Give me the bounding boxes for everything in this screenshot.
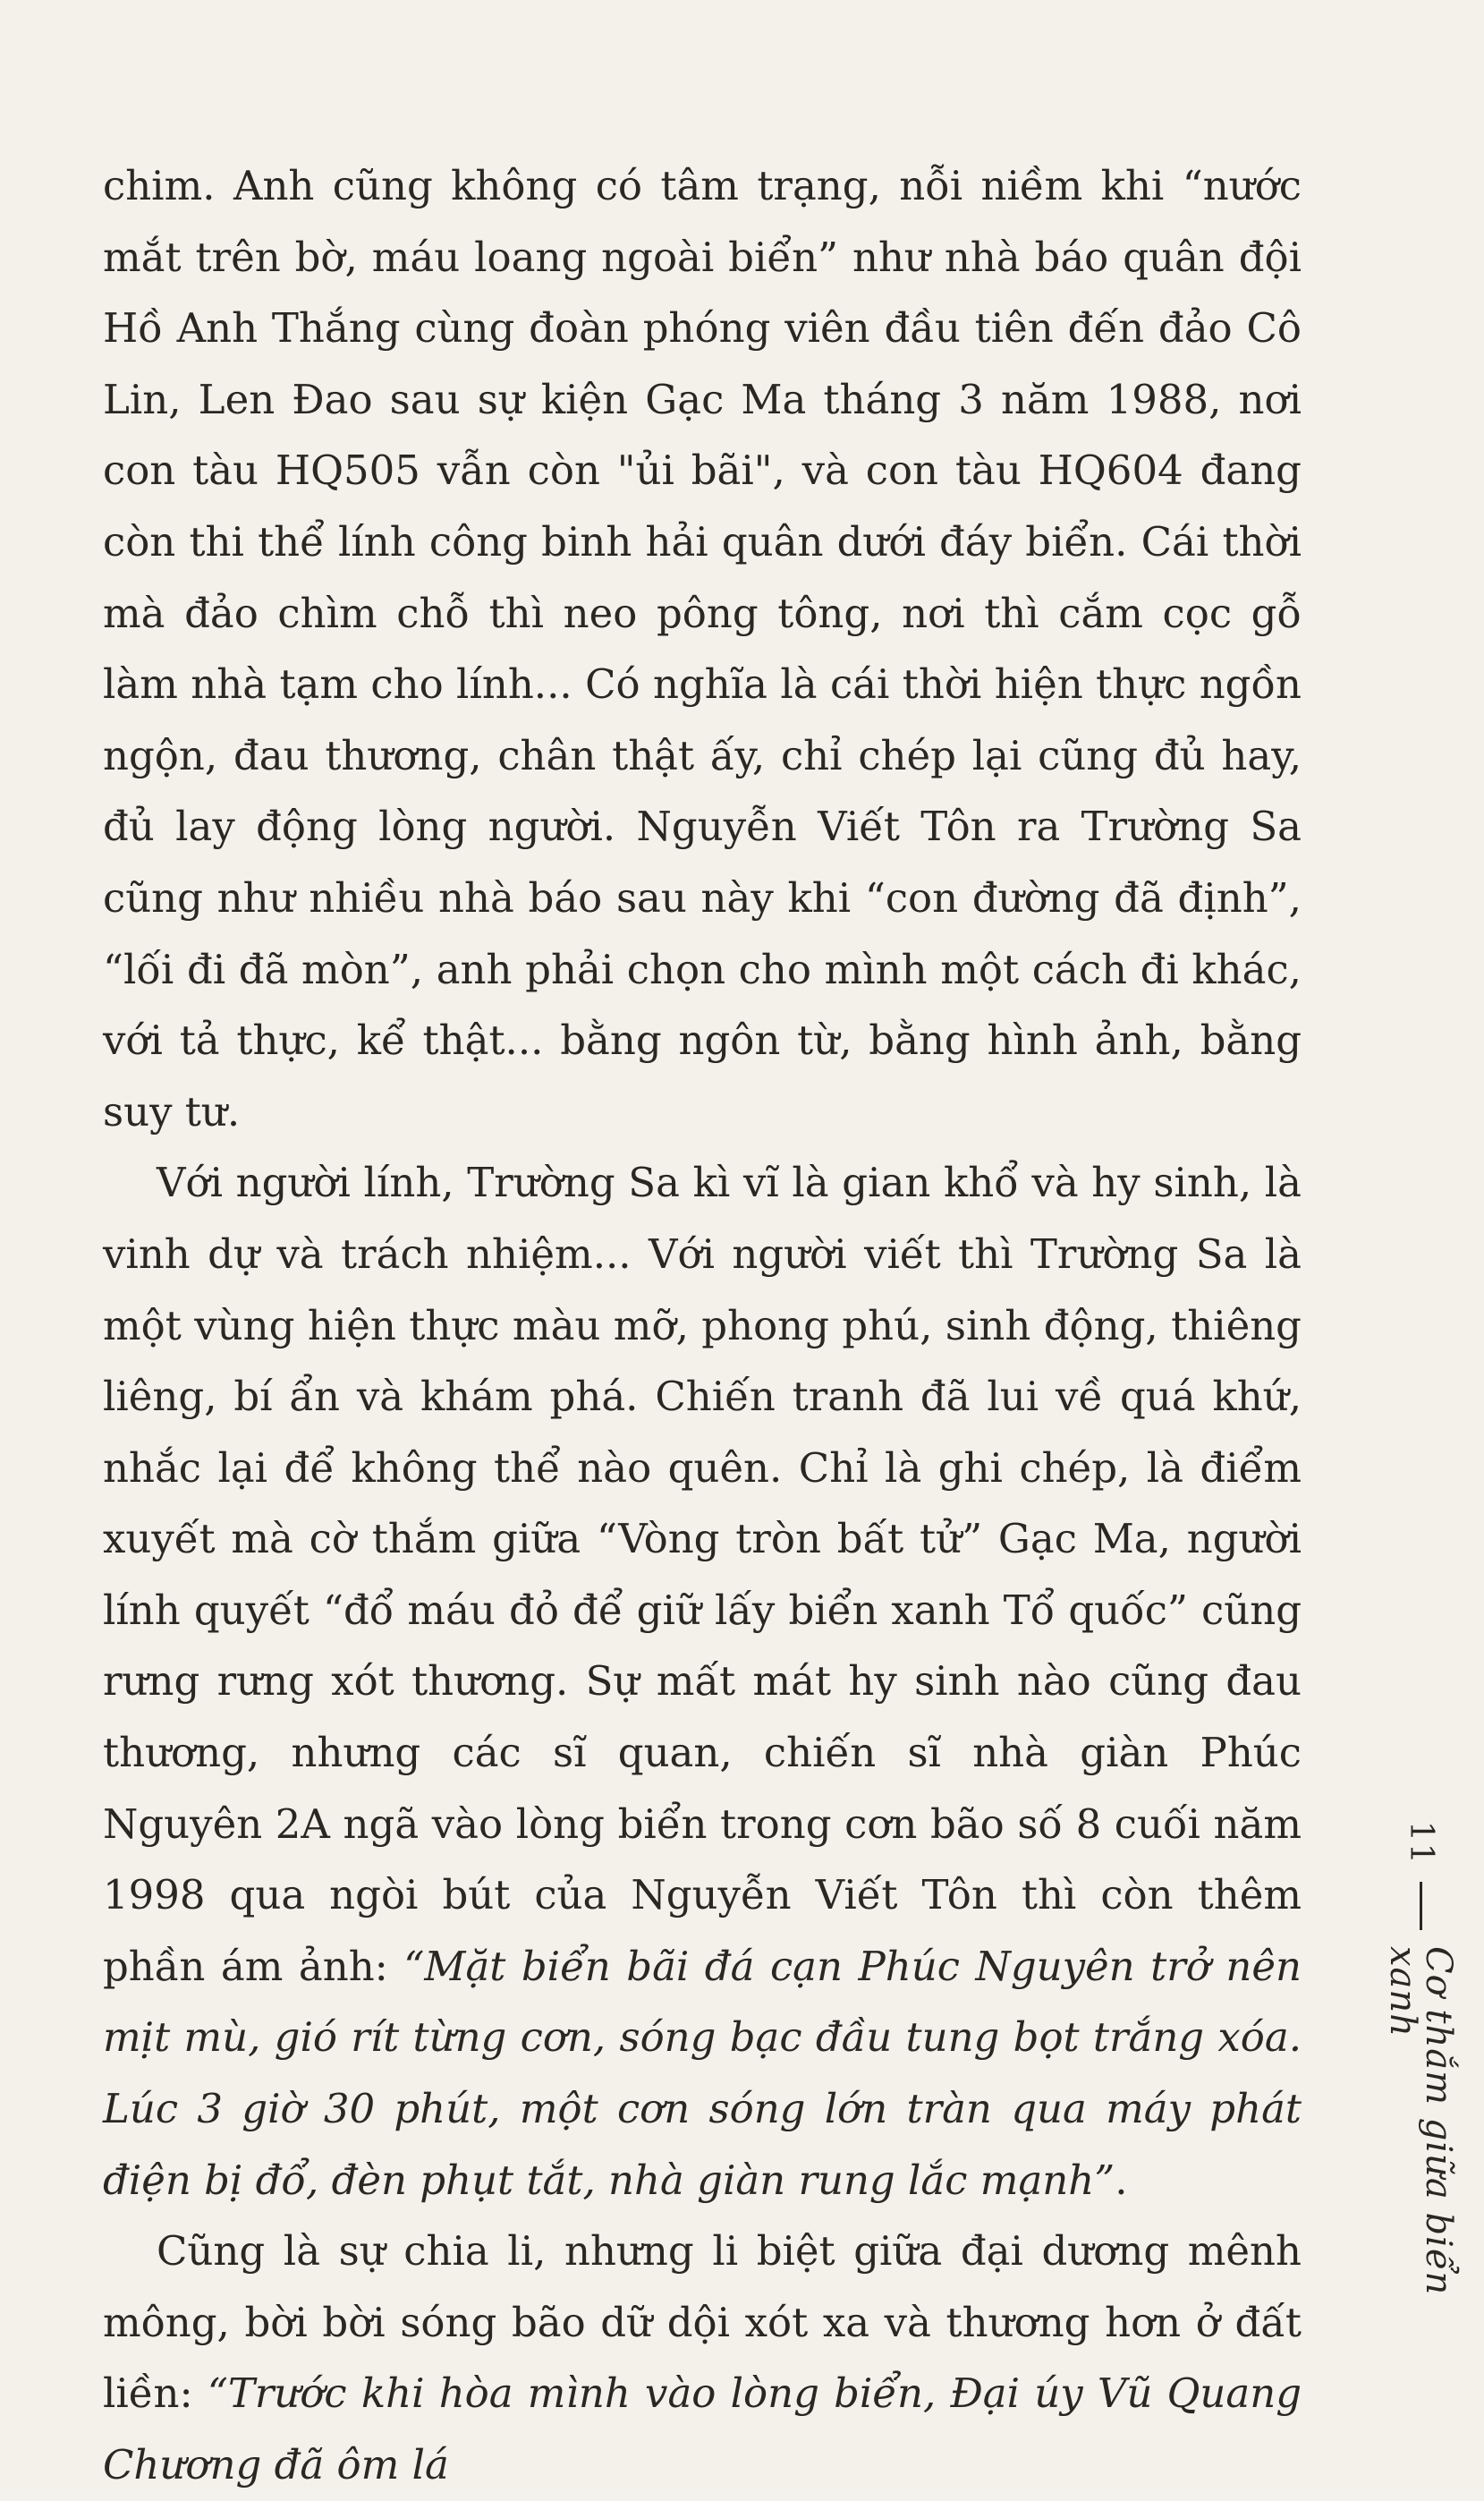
divider-rule [1420,1882,1422,1931]
book-title: Cơ thắm giữa biển xanh [1382,1946,1459,2296]
paragraph-3 [103,2216,1302,2500]
running-footer [1382,1821,1459,2358]
paragraph-2-text: Với người lính, Trường Sa kì vĩ là gian khổ và hy sinh, là vinh dự và trách nhiệm... Với người viết thì Trường Sa là một vùng hiện thực màu mỡ, phong phú, sinh động, thiêng liêng, bí ẩn và khám phá. Chiến tranh đã lui về quá khứ, nhắc lại để không thể nào quên. Chỉ là ghi chép, là điểm xuyết mà cờ thắm giữa “Vòng tròn bất tử” Gạc Ma, người lính quyết “đổ máu đỏ để giữ lấy biển xanh Tổ quốc” cũng rưng rưng xót thương. Sự mất mát hy sinh nào cũng đau thương, nhưng các sĩ quan, chiến sĩ nhà giàn Phúc Nguyên 2A ngã vào lòng biển trong cơn bão số 8 cuối năm 1998 qua ngòi bút của Nguyễn Viết Tôn thì còn thêm phần ám ảnh: [103,1159,1302,1990]
paragraph-2-quote: “Mặt biển bãi đá cạn Phúc Nguyên trở nên mịt mù, gió rít từng cơn, sóng bạc đầu tung bọt trắng xóa. Lúc 3 giờ 30 phút, một cơn sóng lớn tràn qua máy phát điện bị đổ, đèn phụt tắt, nhà giàn rung lắc mạnh” [103,1942,1302,2204]
paragraph-1-text: chim. Anh cũng không có tâm trạng, nỗi niềm khi “nước mắt trên bờ, máu loang ngoài biển” như nhà báo quân đội Hồ Anh Thắng cùng đoàn phóng viên đầu tiên đến đảo Cô Lin, Len Đao sau sự kiện Gạc Ma tháng 3 năm 1988, nơi con tàu HQ505 vẫn còn "ủi bãi", và con tàu HQ604 đang còn thi thể lính công binh hải quân dưới đáy biển. Cái thời mà đảo chìm chỗ thì neo pông tông, nơi thì cắm cọc gỗ làm nhà tạm cho lính... Có nghĩa là cái thời hiện thực ngồn ngộn, đau thương, chân thật ấy, chỉ chép lại cũng đủ hay, đủ lay động lòng người. Nguyễn Viết Tôn ra Trường Sa cũng như nhiều nhà báo sau này khi “con đường đã định”, “lối đi đã mòn”, anh phải chọn cho mình một cách đi khác, với tả thực, kể thật... bằng ngôn từ, bằng hình ảnh, bằng suy tư. [103,162,1302,1136]
paragraph-2 [103,1147,1302,2216]
paragraph-2-end: . [1115,2156,1128,2204]
body-text [103,150,1302,2501]
page-number: 11 [1403,1821,1439,1866]
paragraph-3-text: Cũng là sự chia li, nhưng li biệt giữa đại dương mênh mông, bời bời sóng bão dữ dội xót xa và thương hơn ở đất liền: [103,2227,1302,2418]
paragraph-3-quote: “Trước khi hòa mình vào lòng biển, Đại úy Vũ Quang Chương đã ôm lá [103,2369,1302,2488]
paragraph-1 [103,150,1302,1147]
